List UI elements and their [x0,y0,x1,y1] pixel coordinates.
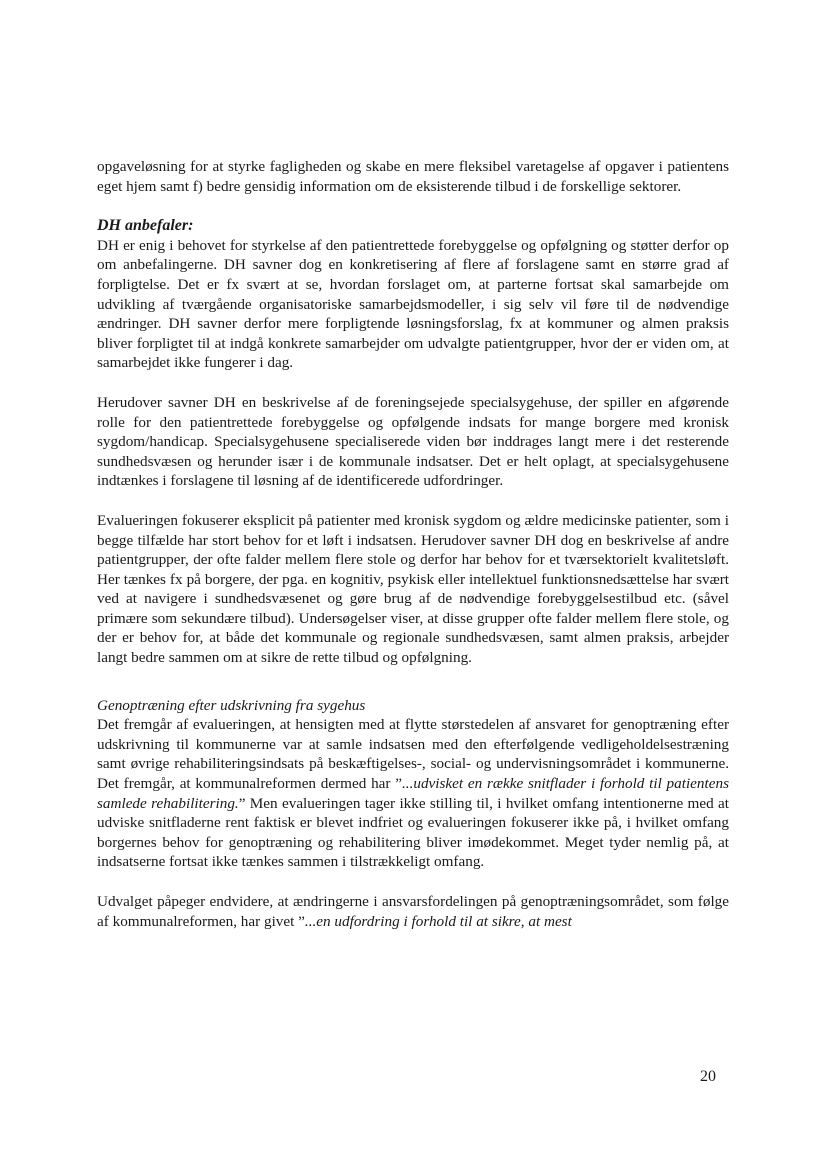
paragraph-patientgroups: Evalueringen fokuserer eksplicit på patienter med kronisk sygdom og ældre medicinske patienter, som i begge tilfælde har stort behov for et løft i indsatsen. Herudover savner DH dog en beskrivelse af andre patientgrupper, der ofte falder mellem flere stole og derfor har behov for et tværsektorielt kvalitetsløft. Her tænkes fx på borgere, der pga. en kognitiv, psykisk eller intellektuel funktionsnedsættelse har svært ved at navigere i sundhedsvæsenet og gøre brug af de nødvendige forebyggelsestilbud etc. (såvel primære som sekundære tilbud). Undersøgelser viser, at disse grupper ofte falder mellem flere stole, og der er behov for, at både det kommunale og regionale sundhedsvæsen, samt almen praksis, arbejder langt bedre sammen om at sikre de rette tilbud og opfølgning. [97,511,729,667]
text-run: Det fremgår af evalueringen, at hensigten med at flytte størstedelen af ansvaret for genoptræning efter udskrivning til kommunerne var at samle indsatsen med den efterfølgende vedligeholdelsestræning samt øvrige rehabiliteringsindsats på beskæftigelses-, social- og undervisningsområdet i kommunerne. Det fremgår, at kommunalreformen dermed har ” [97,716,729,793]
section-heading-dh-anbefaler: DH anbefaler: [97,217,194,235]
spacer [97,668,729,688]
paragraph-recommendation: DH er enig i behovet for styrkelse af den patientrettede forebyggelse og opfølgning og støtter derfor op om anbefalingerne. DH savner dog en konkretisering af flere af forslagene samt en større grad af forpligtelse. Det er fx svært at se, hvordan forslaget om, at parterne fortsat skal samarbejde om udvikling af tværgående organisatoriske samarbejdsmodeller, i sig selv vil føre til de nødvendige ændringer. DH savner derfor mere forpligtende løsningsforslag, fx at kommuner og almen praksis bliver forpligtet til at indgå konkrete samarbejder om udvalgte patientgrupper, hvor der er viden om, at samarbejdet ikke fungerer i dag. [97,236,729,372]
document-page [97,157,729,931]
spacer [97,688,729,696]
paragraph-udvalget [97,892,729,931]
paragraph-specialsygehuse: Herudover savner DH en beskrivelse af de foreningsejede specialsygehuse, der spiller en afgørende rolle for den patientrettede forebyggelse og opfølgende indsats for mange borgere med kronisk sygdom/handicap. Specialsygehusene specialiserede viden bør inddrages langt mere i det resterende sundhedsvæsen og herunder især i de kommunale indsatser. Det er helt oplagt, at specialsygehusene indtænkes i forslagene til løsning af de identificerede udfordringer. [97,393,729,490]
text-run: Udvalget påpeger endvidere, at ændringerne i ansvarsfordelingen på genoptræningsområdet, som følge af kommunalreformen, har givet ” [97,893,729,930]
intro-paragraph: opgaveløsning for at styrke fagligheden og skabe en mere fleksibel varetagelse af opgaver i patientens eget hjem samt f) bedre gensidig information om de eksisterende tilbud i de forskellige sektorer. [97,158,729,195]
spacer [97,491,729,511]
page-number: 20 [700,1068,716,1085]
quote-run: ...en udfordring i forhold til at sikre, at mest [304,912,572,930]
text-run: ” Men evalueringen tager ikke stilling til, i hvilket omfang intentionerne med at udviske snitfladerne rent faktisk er blevet indfriet og evalueringen fokuserer ikke på, i hvilket omfang borgernes behov for genoptræning og rehabilitering bliver imødekommet. Meget tyder nemlig på, at indsatserne fortsat ikke tænkes sammen i tilstrækkeligt omfang. [97,794,729,871]
spacer [97,373,729,393]
paragraph-genoptraening [97,715,729,872]
section-heading-genoptraening: Genoptræning efter udskrivning fra sygehus [97,696,366,714]
spacer [97,196,729,216]
quote-run: ...udvisket en række snitflader i forhold til patientens samlede rehabilitering. [97,775,729,812]
spacer [97,872,729,892]
